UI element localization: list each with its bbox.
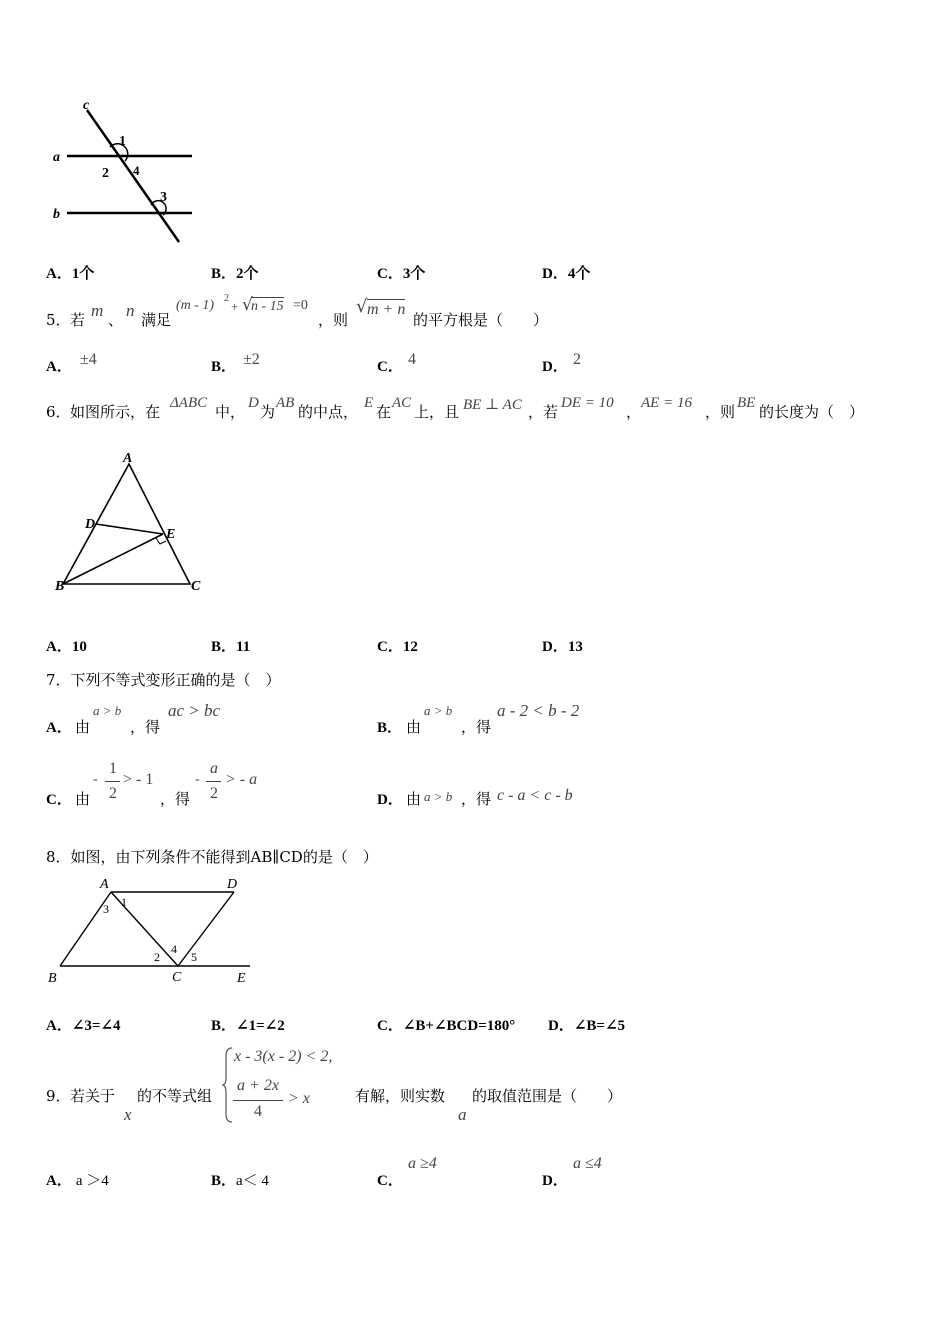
q5-option-b-value: ±2 bbox=[243, 351, 260, 368]
q9-option-d-value: a ≤4 bbox=[573, 1155, 602, 1172]
q5-text: 若 bbox=[70, 311, 86, 329]
q5-option-c-value: 4 bbox=[408, 351, 416, 368]
q5-var-n: n bbox=[126, 301, 135, 320]
q5-option-c[interactable]: C． bbox=[377, 359, 403, 375]
q9-option-a[interactable]: A． a ＞4 bbox=[46, 1173, 109, 1189]
q6-option-d[interactable]: D．13 bbox=[542, 639, 583, 655]
label-a: A bbox=[123, 451, 133, 466]
q6-option-b[interactable]: B．11 bbox=[211, 639, 251, 655]
q7-option-c-letter: C． bbox=[46, 792, 72, 808]
q7-option-d-condition: a > b bbox=[424, 789, 453, 804]
q6-text: ，若 bbox=[528, 403, 559, 421]
label-e: E bbox=[166, 527, 176, 542]
q7-option-a-text: 由 bbox=[75, 718, 91, 736]
q5-condition-plus: + bbox=[231, 299, 239, 314]
q6-segment-be: BE bbox=[737, 395, 756, 411]
q9-fraction-bar bbox=[233, 1100, 283, 1101]
q4-option-c[interactable]: C．3个 bbox=[377, 266, 426, 282]
q6-text: 的中点， bbox=[298, 403, 359, 421]
triangle-abc-figure bbox=[50, 448, 210, 598]
q6-text: 如图所示，在 bbox=[70, 403, 161, 421]
q9-var-x: x bbox=[124, 1105, 132, 1124]
q9-inequality-1: x - 3(x - 2) < 2, bbox=[234, 1048, 333, 1065]
q6-text: 的长度为（ ） bbox=[759, 403, 865, 421]
q9-option-d[interactable]: D． bbox=[542, 1173, 568, 1189]
parallel-lines-figure bbox=[45, 95, 205, 250]
label-b: B bbox=[48, 971, 57, 986]
q7-option-b-text: ，得 bbox=[461, 718, 492, 736]
q7-option-d-text: ，得 bbox=[461, 790, 492, 808]
q7-stem: 7．下列不等式变形正确的是（ ） bbox=[46, 671, 281, 689]
q7-option-a-letter: A． bbox=[46, 720, 72, 736]
q6-triangle: ΔABC bbox=[170, 395, 208, 411]
q7-option-c-fraction-bar bbox=[105, 781, 120, 782]
q5-root-expression: m + n bbox=[367, 301, 406, 318]
q7-option-a-text: ，得 bbox=[130, 718, 161, 736]
q9-option-c-value: a ≥4 bbox=[408, 1155, 437, 1172]
q6-text: 在 bbox=[376, 403, 392, 421]
q7-option-c-fraction2-denominator: 2 bbox=[210, 785, 218, 802]
q9-fraction-denominator: 4 bbox=[254, 1103, 262, 1120]
q6-de-value: DE = 10 bbox=[561, 395, 614, 411]
q6-point-d: D bbox=[248, 395, 259, 411]
q9-option-c[interactable]: C． bbox=[377, 1173, 403, 1189]
label-c: C bbox=[172, 970, 182, 985]
q6-segment-ab: AB bbox=[276, 395, 295, 411]
triangle-abc bbox=[63, 464, 190, 584]
q6-text: 中， bbox=[215, 403, 246, 421]
q5-text: 、 bbox=[108, 311, 124, 329]
label-angle-2: 2 bbox=[102, 166, 109, 181]
segment-cd bbox=[178, 892, 234, 966]
q5-option-a[interactable]: A． bbox=[46, 359, 72, 375]
q7-option-b-text: 由 bbox=[406, 718, 422, 736]
q5-option-d-value: 2 bbox=[573, 351, 581, 368]
q9-var-a: a bbox=[458, 1105, 467, 1124]
q7-option-b-condition: a > b bbox=[424, 703, 453, 718]
q5-option-d[interactable]: D． bbox=[542, 359, 568, 375]
q5-var-m: m bbox=[91, 301, 104, 320]
q8-option-b[interactable]: B．∠1=∠2 bbox=[211, 1018, 285, 1034]
q5-option-a-value: ±4 bbox=[80, 351, 97, 368]
q9-text: 的取值范围是（ ） bbox=[472, 1087, 623, 1105]
label-c: C bbox=[191, 579, 201, 594]
label-angle-5: 5 bbox=[191, 950, 197, 964]
q7-option-a-result: ac > bc bbox=[168, 701, 221, 720]
segment-de bbox=[96, 524, 163, 534]
q6-option-c[interactable]: C．12 bbox=[377, 639, 418, 655]
label-angle-3: 3 bbox=[160, 190, 167, 205]
q6-segment-ac: AC bbox=[392, 395, 412, 411]
q7-option-c-fraction-numerator: 1 bbox=[109, 760, 117, 777]
q7-option-c-inequality: > - 1 bbox=[123, 771, 154, 788]
q6-option-a[interactable]: A．10 bbox=[46, 639, 87, 655]
label-angle-1: 1 bbox=[119, 134, 126, 149]
q5-option-b[interactable]: B． bbox=[211, 359, 237, 375]
q6-text: ，则 bbox=[705, 403, 736, 421]
label-c: c bbox=[83, 98, 90, 113]
label-b: B bbox=[55, 579, 65, 594]
q7-option-c-text: ，得 bbox=[160, 790, 191, 808]
q9-number: 9． bbox=[46, 1087, 71, 1105]
q8-option-d[interactable]: D．∠B=∠5 bbox=[548, 1018, 626, 1034]
q6-perpendicular: BE ⊥ AC bbox=[463, 397, 522, 413]
label-d: D bbox=[227, 877, 238, 892]
q9-inequality-2: > x bbox=[288, 1090, 310, 1107]
q5-sqrt-sign-2: √ bbox=[356, 296, 368, 317]
q5-sqrt-sign: √ bbox=[242, 295, 253, 315]
q6-number: 6． bbox=[46, 403, 71, 421]
q8-stem: 8．如图，由下列条件不能得到AB∥CD的是（ ） bbox=[46, 848, 378, 866]
q6-point-e: E bbox=[364, 395, 374, 411]
q7-option-c-minus: - bbox=[93, 772, 98, 787]
q5-condition-equals: =0 bbox=[293, 298, 308, 313]
q6-text: 为 bbox=[260, 403, 276, 421]
q7-option-c-minus-2: - bbox=[195, 772, 200, 787]
q7-option-c-fraction-denominator: 2 bbox=[109, 785, 117, 802]
right-angle-mark bbox=[156, 538, 166, 544]
q9-option-b[interactable]: B．a＜ 4 bbox=[211, 1173, 269, 1189]
q5-number: 5． bbox=[46, 311, 71, 329]
q7-option-c-fraction2-numerator: a bbox=[210, 760, 218, 777]
label-a: a bbox=[53, 150, 60, 165]
parallelogram-figure bbox=[44, 874, 259, 986]
q9-text: 若关于 bbox=[70, 1087, 116, 1105]
label-a: A bbox=[100, 877, 109, 892]
q5-condition-root: n - 15 bbox=[251, 299, 284, 314]
segment-be bbox=[63, 534, 163, 584]
label-d: D bbox=[85, 517, 96, 532]
q6-text: 上，且 bbox=[414, 403, 460, 421]
q7-option-d-result: c - a < c - b bbox=[497, 787, 573, 804]
q8-option-c[interactable]: C．∠B+∠BCD=180° bbox=[377, 1018, 516, 1034]
q4-option-d[interactable]: D．4个 bbox=[542, 266, 591, 282]
q7-option-d-text: 由 bbox=[406, 790, 422, 808]
q7-option-c-result: > - a bbox=[225, 771, 258, 788]
q7-option-c-fraction2-bar bbox=[206, 781, 221, 782]
q9-text: 有解，则实数 bbox=[355, 1087, 446, 1105]
label-angle-4: 4 bbox=[133, 163, 140, 178]
label-angle-1: 1 bbox=[121, 895, 127, 909]
q6-ae-value: AE = 16 bbox=[641, 395, 692, 411]
q7-option-c-text: 由 bbox=[75, 790, 91, 808]
q5-text: ，则 bbox=[318, 311, 349, 329]
q4-option-a[interactable]: A．1个 bbox=[46, 266, 95, 282]
q6-text: ， bbox=[626, 403, 642, 421]
q5-text: 满足 bbox=[141, 311, 172, 329]
q5-condition-square: (m - 1) bbox=[176, 298, 215, 313]
q8-option-a[interactable]: A．∠3=∠4 bbox=[46, 1018, 121, 1034]
q9-fraction-numerator: a + 2x bbox=[237, 1077, 279, 1094]
q7-option-a-condition: a > b bbox=[93, 703, 122, 718]
q7-option-d-letter: D． bbox=[377, 792, 403, 808]
q5-text: 的平方根是（ ） bbox=[413, 311, 549, 329]
q7-option-b-result: a - 2 < b - 2 bbox=[497, 701, 580, 720]
q9-text: 的不等式组 bbox=[137, 1087, 213, 1105]
label-angle-4: 4 bbox=[171, 942, 177, 956]
q5-condition-exponent: 2 bbox=[224, 293, 229, 304]
label-angle-3: 3 bbox=[103, 902, 109, 916]
label-b: b bbox=[53, 207, 60, 222]
label-angle-2: 2 bbox=[154, 950, 160, 964]
q7-option-b-letter: B． bbox=[377, 720, 403, 736]
label-e: E bbox=[237, 971, 246, 986]
q4-option-b[interactable]: B．2个 bbox=[211, 266, 259, 282]
